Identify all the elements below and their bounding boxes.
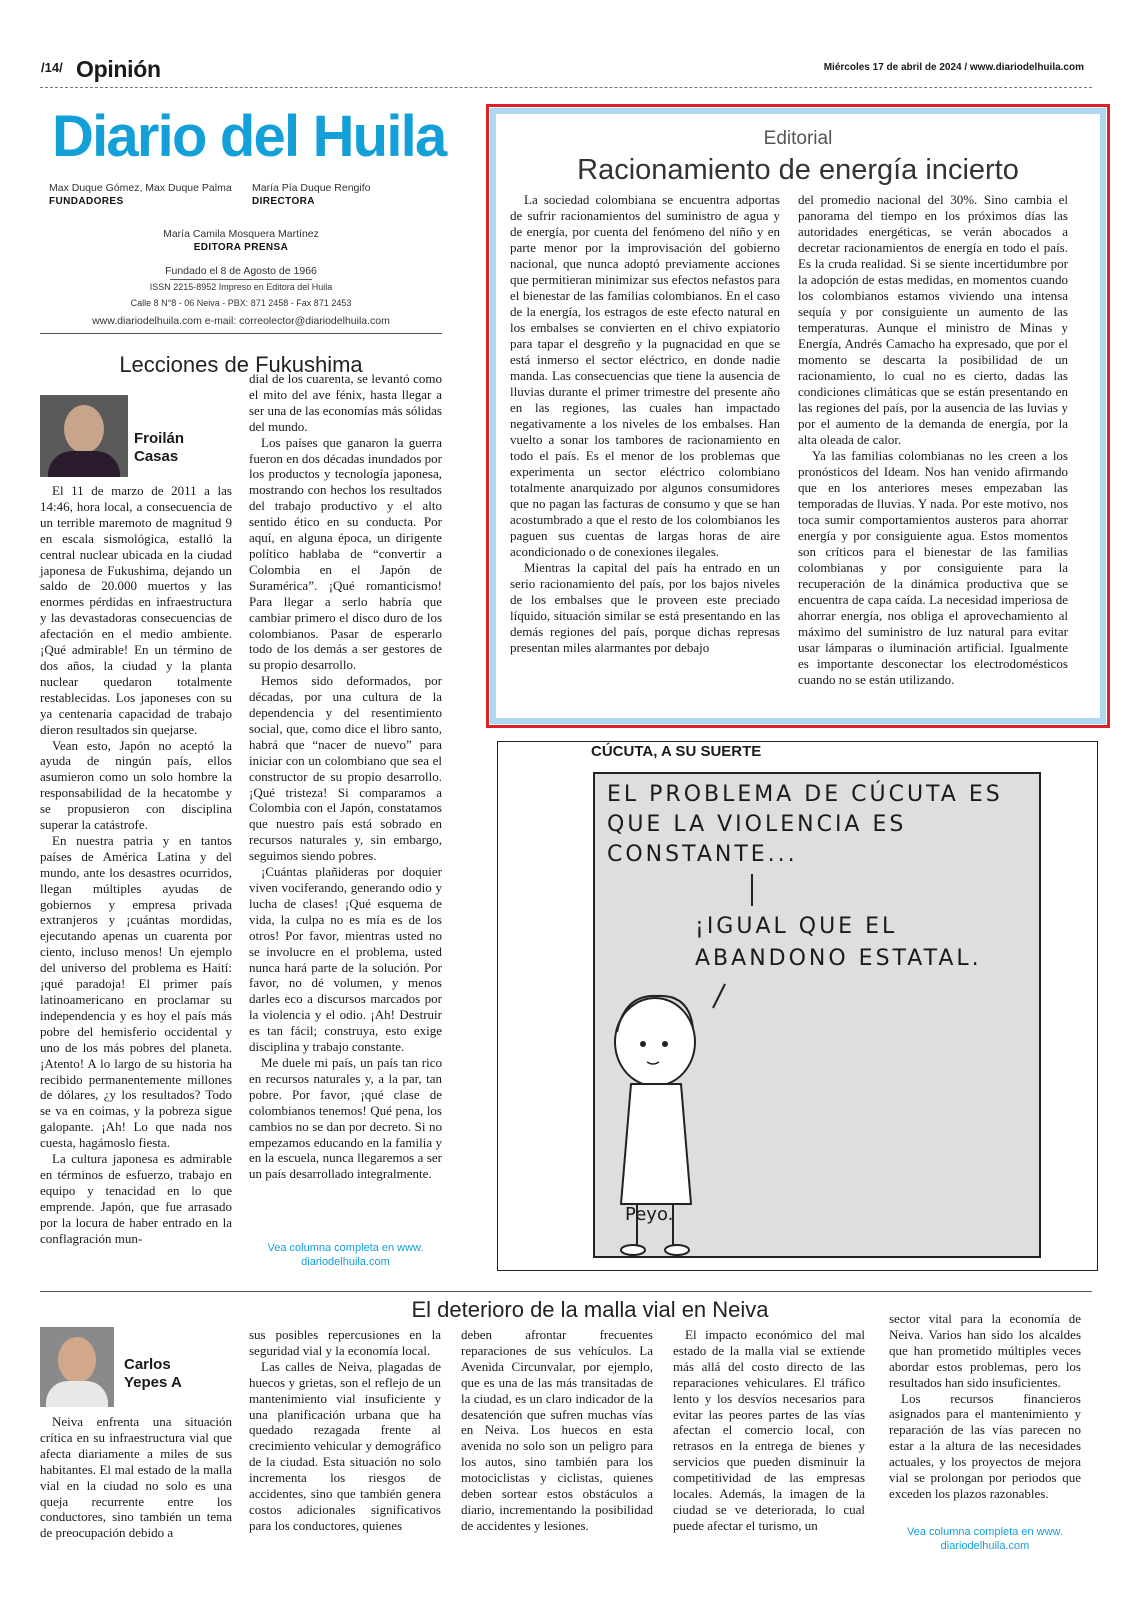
address-line: Calle 8 N°8 - 06 Neiva - PBX: 871 2458 - Fax 871 2453 <box>130 298 352 308</box>
header-rule <box>40 87 1092 88</box>
author-photo-carlos <box>40 1327 114 1407</box>
editor-label: EDITORA PRENSA <box>193 242 289 253</box>
author-last-name: Yepes A <box>124 1374 182 1391</box>
director-label: DIRECTORA <box>252 196 315 207</box>
column-paragraph: La cultura japonesa es admirable en términos de esfuerzo, trabajo en equipo y tenacidad en lo que emprende. Japón, que fue arrasado por la locura de haber entrado en la conflagración mun- <box>40 1151 232 1246</box>
column-paragraph: En nuestra patria y en tantos países de América Latina y del mundo, ante los desastres ocurridos, llegan múltiples ayudas de gobiernos y empresa privada extranjeros y ¡cuántas mordidas, ejecutando apenas un cuarenta por ciento, incluso menos! Un ejemplo del universo del problema es Haití: ¡qué paradoja! El primer país latinoamericano en proclamar su independencia y es hoy el país más pobre del hemisferio occidental y uno de los más pobres del planeta. ¡Atento! A lo largo de su historia ha recibido permanentemente millones de dólares, ¿y los resultados? Todo se va en coimas, y la pobreza sigue galopante. ¡Ah! Lo que nada nos cuesta, hagámoslo fiesta. <box>40 832 232 1151</box>
cartoonist-signature: Peyo. <box>625 1204 674 1225</box>
read-more-link[interactable]: Vea columna completa en www. diariodelhuila.com <box>267 1242 424 1268</box>
column-paragraph: Hemos sido deformados, por décadas, por una cultura de la dependencia y del resentimiento social, que, como dice el libro santo, habrá que “nacer de nuevo” para iniciar con un colombiano que sea el constructor de su propio desarrollo. ¡Qué tristeza! Si comparamos a Colombia con el Japón, constatamos que nuestro país está sobrado en recursos naturales y, sin embargo, seguimos siendo pobres. <box>249 673 442 864</box>
column-paragraph: sus posibles repercusiones en la seguridad vial y la economía local. <box>249 1327 441 1358</box>
read-more-link[interactable]: Vea columna completa en www. diariodelhuila.com <box>907 1526 1063 1552</box>
neiva-column-1 <box>40 1414 232 1541</box>
author-first-name: Carlos <box>124 1356 171 1373</box>
cartoon-text-line: EL PROBLEMA DE CÚCUTA ES <box>607 782 1003 807</box>
column-paragraph: Los recursos financieros asignados para el mantenimiento y reparación de las vías parecen no estar a la altura de las necesidades actuales, y los proyectos de mejora vial se prolongan por periodos que exceden los plazos razonables. <box>889 1390 1081 1501</box>
section-title: Opinión <box>76 56 161 82</box>
page-number: /14/ <box>41 60 63 75</box>
column-paragraph: Las calles de Neiva, plagadas de huecos y grietas, son el reflejo de un mantenimiento vial insuficiente y una planificación urbana que ha quedado rezagada frente al crecimiento vehicular y demográfico de la ciudad. Esta situación no solo incrementa los riesgos de accidentes, sino que también genera costos adicionales significativos para los conductores, quienes <box>249 1358 441 1533</box>
editorial-column-2 <box>798 192 1068 688</box>
column-title: El deterioro de la malla vial en Neiva <box>411 1297 769 1322</box>
date-and-url: Miércoles 17 de abril de 2024 / www.diariodelhuila.com <box>823 62 1084 73</box>
column-paragraph: Neiva enfrenta una situación crítica en su infraestructura vial que afecta diariamente a miles de sus habitantes. El mal estado de la malla vial en la ciudad no solo es una queja recurrente entre los conductores, sino también un tema de preocupación debido a <box>40 1414 232 1541</box>
founders-names: Max Duque Gómez, Max Duque Palma <box>49 182 232 194</box>
column-paragraph: Vean esto, Japón no aceptó la ayuda de ningún país, ellos asumieron como un solo hombre la responsabilidad de la hecatombe y se propusieron con disciplina superar la catástrofe. <box>40 737 232 833</box>
cartoon-title: CÚCUTA, A SU SUERTE <box>591 743 762 760</box>
column-paragraph: deben afrontar frecuentes reparaciones de sus vehículos. La Avenida Circunvalar, por ejemplo, que es una de las más transitadas de la ciudad, es un claro indicador de la desatención que sufren muchas vías en Neiva. Los huecos en esta avenida no solo son un peligro para los autos, sino también para los motociclistas y ciclistas, quienes deben sortear estos obstáculos a diario, incrementando la posibilidad de accidentes y lesiones. <box>461 1327 653 1533</box>
editorial-box <box>490 108 1106 724</box>
column-paragraph: El impacto económico del mal estado de la malla vial se extiende más allá del costo directo de las reparaciones vehiculares. El tráfico lento y los desvíos necesarios para evitar las peores partes de las vías afectan el comercio local, con retrasos en la entrega de bienes y servicios que pueden disminuir la competitividad de las empresas locales. Además, la imagen de la ciudad se ve deteriorada, lo cual puede afectar el turismo, un <box>673 1327 865 1533</box>
author-photo-froilan <box>40 395 128 477</box>
masthead-logo: Diario del Huila <box>52 104 446 169</box>
editorial-paragraph: Mientras la capital del país ha entrado en un serio racionamiento del país, por los bajos niveles de los embalses que le proveen este preciado líquido, situación similar se está presentando en las demás regiones del país, porque dichas represas presentan miles alarmantes por debajo <box>510 560 780 655</box>
web-email-line: www.diariodelhuila.com e-mail: correolector@diariodelhuila.com <box>92 315 390 327</box>
author-first-name: Froilán <box>134 430 185 447</box>
issn-line: ISSN 2215-8952 Impreso en Editora del Huila <box>149 282 333 292</box>
cartoon-panel <box>593 772 1041 1258</box>
column-title: Lecciones de Fukushima <box>119 352 363 377</box>
fukushima-column-1 <box>40 483 232 1247</box>
editorial-paragraph: La sociedad colombiana se encuentra adportas de sufrir racionamientos del suministro de agua y de energía, por cuenta del fenómeno del niño y en parte menor por la improvisación del gobierno nacional, que nunca adoptó previamente acciones que permitieran minimizar sus efectos nefastos para el bienestar de las familias colombianos. En el caso de la energía, los estragos de este efecto natural en los embalses se convierten en el chivo expiatorio para tapar el desgreño y la pugnacidad en que se está inmerso el sector eléctrico, en donde nadie manda. Las consecuencias que tiene la ausencia de lluvias durante el primer trimestre del presente año en las regiones, las cuales han impactado negativamente a los niveles de los embalses. Han vuelto a sonar los tambores de racionamiento en todo el país. Es el menor de los problemas que experimenta un sector eléctrico colombiano totalmente anarquizado por algunos consumidores que no pagan las facturas de consumo y que se han acostumbrado a que el resto de los colombianos les paguen sus cuentas de largas horas de aire acondicionado o de conexiones ilegales. <box>510 192 781 559</box>
column-paragraph: sector vital para la economía de Neiva. Varios han sido los alcaldes que han prometido múltiples veces abordar estos problemas, pero los resultados han sido insuficientes. <box>889 1311 1081 1390</box>
section-rule <box>40 1291 1092 1292</box>
column-paragraph: ¡Cuántas plañideras por doquier viven vociferando, generando odio y lucha de clases! ¡Qué esquema de vida, la culpa no es mía es de los otros! Por favor, mientras usted no se involucre en el problema, usted nunca hará parte de la solución. Por favor, no dé volumen, y menos darles eco a discursos marcados por la violencia y el odio. ¡Ah! Destruir es tan fácil; construya, esto exige disciplina y trabajo constante. <box>249 864 442 1055</box>
girl-illustration <box>595 774 1043 1260</box>
editorial-column-1 <box>510 192 780 656</box>
founded-date: Fundado el 8 de Agosto de 1966 <box>165 265 317 277</box>
column-paragraph: Los países que ganaron la guerra fueron en dos décadas inundados por los productos y tecnología japonesa, mostrando con hechos los resultados del trabajo productivo y el alto sentido ético en su conducta. Por aquí, en alguna época, un dirigente político hablaba de “convertir a Colombia en el Japón de Suramérica”. ¡Qué romanticismo! Para llegar a serlo habría que cambiar primero el disco duro de los colombianos. Pasar de esperarlo todo de los demás a ser gestores de su propio desarrollo. <box>249 434 442 673</box>
founders-label: FUNDADORES <box>49 196 124 207</box>
neiva-column-4 <box>673 1327 865 1534</box>
editor-name: María Camila Mosquera Martínez <box>163 228 319 240</box>
column-paragraph: El 11 de marzo de 2011 a las 14:46, hora local, a consecuencia de un terrible maremoto de magnitud 9 en escala sismológica, estalló la central nuclear ubicada en la ciudad japonesa de Fukushima, dejando un saldo de 20.000 muertos y las enormes pérdidas en infraestructura y las devastadoras consecuencias de afectación en el medio ambiente. ¡Qué admirable! En un término de dos años, la ciudad y la planta nuclear quedaron totalmente restablecidas. Los japoneses con su ya centenaria capacidad de trabajo dieron resultados sin quejarse. <box>40 483 232 737</box>
neiva-column-3 <box>461 1327 653 1534</box>
editorial-kicker: Editorial <box>763 128 833 149</box>
masthead-rule <box>40 333 442 334</box>
neiva-column-2 <box>249 1327 441 1534</box>
cartoon-text-line: ¡IGUAL QUE EL <box>695 914 898 939</box>
editorial-paragraph: Ya las familias colombianas no les creen a los pronósticos del Ideam. Nos han venido afirmando que en los anteriores meses empezaban las temporadas de lluvias. Y nada. Por este motivo, nos toca sumir comportamientos austeros para ahorrar energía y por consiguiente agua. Estos momentos son críticos para el bienestar de las familias colombianas y por consiguiente para la recuperación de la dinámica productiva que se encuentra de capa caída. La necesidad imperiosa de ahorrar energía, nos obliga el aprovechamiento al máximo del suministro de luz natural para evitar usar lámparas o iluminación artificial. Igualmente es importante desconectar los electrodomésticos cuando no se están utilizando. <box>798 448 1068 687</box>
cartoon-text-line: QUE LA VIOLENCIA ES <box>607 812 907 837</box>
cartoon-text-line: CONSTANTE... <box>607 842 798 867</box>
column-paragraph: Me duele mi país, un país tan rico en recursos naturales y, a la par, tan pobre. Por favor, ¡qué clase de colombianos tenemos! Qué pena, los cambios no se dan por decreto. Si no empezamos educando en la familia y en la escuela, nunca llegaremos a ser un país desarrollado integralmente. <box>249 1054 442 1182</box>
director-name: María Pía Duque Rengifo <box>252 182 371 194</box>
cartoon-text-line: ABANDONO ESTATAL. <box>695 946 982 971</box>
fukushima-column-2 <box>249 371 442 1182</box>
editorial-paragraph: del promedio nacional del 30%. Sino cambia el panorama del tiempo en los próximos días las autoridades energéticas, se verán abocados a decretar racionamientos de energía en todo el país. Es la cruda realidad. Si se siente incertidumbre por la adopción de estas medidas, en momentos cuando los colombianos estamos viviendo una intensa sequía y por consiguiente un aumento de las temperaturas. Aunque el ministro de Minas y Energía, Andrés Camacho ha expresado, que por el momento se descarta la posibilidad de un racionamiento, lo cual no es cierto, dadas las condiciones climáticas que se están presentando en las regiones del país, por la ausencia de las luvias y por el aumento de la demanda de energía, por la alta oleada de calor. <box>798 192 1068 447</box>
column-paragraph: dial de los cuarenta, se levantó como el mito del ave fénix, hasta llegar a ser una de las economías más sólidas del mundo. <box>249 371 442 434</box>
editorial-title: Racionamiento de energía incierto <box>577 154 1019 186</box>
neiva-column-5 <box>889 1311 1081 1502</box>
author-last-name: Casas <box>134 448 179 465</box>
